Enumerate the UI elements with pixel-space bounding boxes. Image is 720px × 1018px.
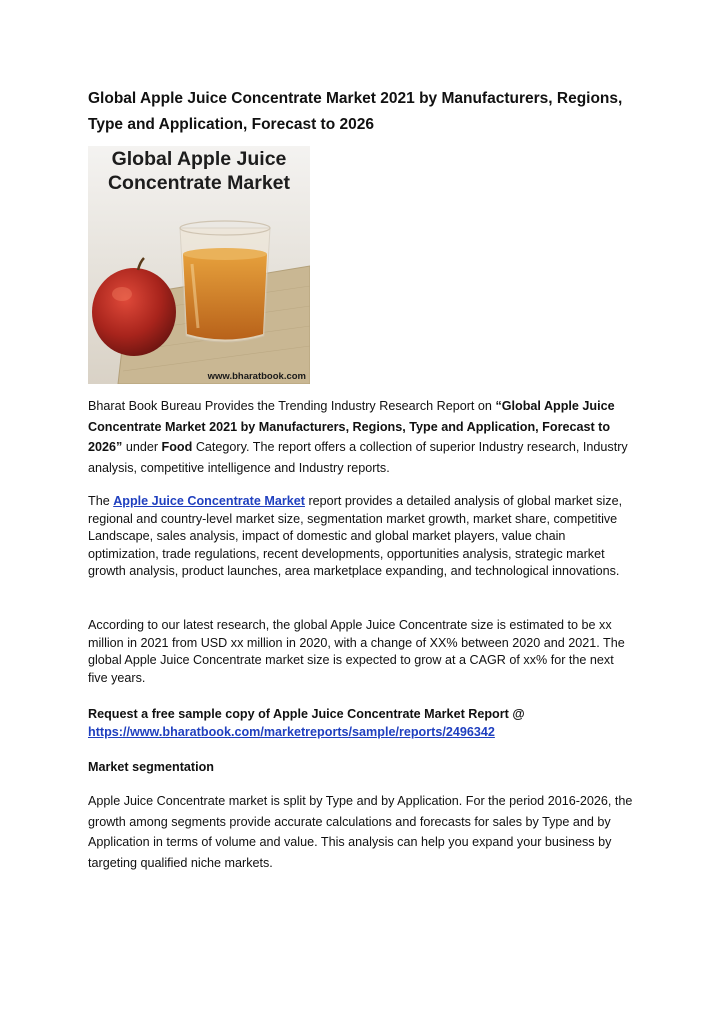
- intro-prefix: Bharat Book Bureau Provides the Trending Industry Research Report on: [88, 399, 496, 413]
- research-paragraph: According to our latest research, the global Apple Juice Concentrate size is estimated to be xx million in 2021 from USD xx million in 2020, with a change of XX% between 2020 and 2021. The global Apple Juice Concentrate market size is expected to grow at a CAGR of xx% for the next five years.: [88, 618, 625, 685]
- market-link[interactable]: Apple Juice Concentrate Market: [113, 494, 305, 508]
- intro-paragraph: [88, 396, 636, 478]
- intro-under: under: [122, 440, 162, 454]
- overview-prefix: The: [88, 494, 114, 508]
- category-name: Food: [161, 440, 193, 454]
- cover-website: www.bharatbook.com: [207, 371, 306, 382]
- overview-suffix: report provides a detailed analysis of global market size, regional and country-level market size, segmentation market growth, market share, competitive Landscape, sales analysis, impact of domestic and global market players, value chain optimization, trade regulations, recent developments, opportunities analysis, strategic market growth analysis, product launches, area marketplace expanding, and technological innovations.: [88, 494, 623, 579]
- sample-request: [88, 706, 636, 741]
- segmentation-paragraph: Apple Juice Concentrate market is split by Type and by Application. For the period 2016-2026, the growth among segments provide accurate calculations and forecasts for sales by Type and by Application in terms of volume and value. This analysis can help you expand your business by targeting qualified niche markets.: [88, 794, 633, 870]
- report-title-quote: “Global Apple Juice Concentrate Market 2021 by Manufacturers, Regions, Type and Application, Forecast to 2026”: [88, 399, 615, 454]
- overview-paragraph: [88, 493, 636, 581]
- document-title: Global Apple Juice Concentrate Market 2021 by Manufacturers, Regions, Type and Application, Forecast to 2026: [88, 90, 623, 133]
- cover-heading: Global Apple Juice Concentrate Market: [107, 148, 291, 194]
- segmentation-heading: Market segmentation: [88, 760, 214, 774]
- cover-image: [88, 146, 310, 384]
- sample-url-link[interactable]: https://www.bharatbook.com/marketreports/sample/reports/2496342: [88, 724, 495, 739]
- intro-suffix: Category. The report offers a collection of superior Industry research, Industry analysis, competitive intelligence and Industry reports.: [88, 440, 628, 475]
- sample-request-label: Request a free sample copy of Apple Juice Concentrate Market Report @: [88, 707, 525, 721]
